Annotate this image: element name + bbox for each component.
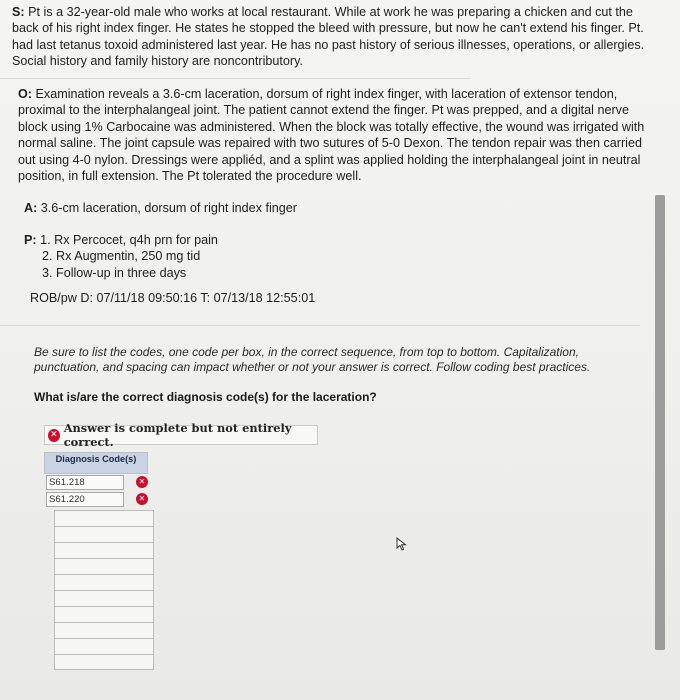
empty-cell	[54, 542, 154, 558]
mouse-cursor-icon	[396, 537, 408, 551]
divider	[0, 325, 640, 326]
empty-cell	[54, 558, 154, 574]
subjective-text: Pt is a 32-year-old male who works at local restaurant. While at work he was preparing a chicken and cut the back of his right index finger. He states he stopped the bleed with pressure, but now he can't extend his finger. Pt. had last tetanus toxoid administered last year. He has no past history of serious illnesses, operations, or allergies. Social history and family history are noncontributory.	[12, 5, 645, 69]
diagnosis-code-column-header: Diagnosis Code(s)	[44, 452, 148, 474]
empty-cell	[54, 622, 154, 638]
empty-cell	[54, 510, 154, 526]
answer-status-banner	[44, 421, 318, 449]
divider	[0, 78, 470, 79]
diagnosis-code-table	[44, 452, 154, 508]
assessment-label: A:	[24, 201, 38, 215]
empty-code-column	[54, 510, 154, 678]
question-prompt: What is/are the correct diagnosis code(s) for the laceration?	[34, 390, 377, 404]
plan-item-2: 2. Rx Augmentin, 250 mg tid	[42, 249, 201, 264]
diagnosis-code-input[interactable]: S61.220	[46, 492, 124, 507]
objective-label: O:	[18, 87, 32, 101]
incorrect-x-icon: ✕	[136, 493, 148, 505]
subjective-label: S:	[12, 5, 25, 19]
answer-status-label: Answer is complete but not entirely correct.	[63, 421, 292, 449]
empty-cell	[54, 526, 154, 542]
plan-item-3: 3. Follow-up in three days	[42, 265, 187, 280]
objective-paragraph	[18, 86, 648, 184]
incorrect-x-icon: ✕	[136, 476, 148, 488]
plan-label: P:	[24, 233, 37, 247]
empty-cell	[54, 638, 154, 654]
subjective-paragraph	[12, 4, 648, 70]
dictation-signature: ROB/pw D: 07/11/18 09:50:16 T: 07/13/18 12:55:01	[30, 291, 316, 305]
assessment-line	[24, 200, 660, 216]
empty-cell	[54, 654, 154, 670]
empty-cell	[54, 574, 154, 590]
empty-cell	[54, 590, 154, 606]
empty-cell	[54, 606, 154, 622]
answer-row	[44, 491, 154, 508]
x-circle-icon: ✕	[48, 429, 60, 442]
objective-text: Examination reveals a 3.6-cm laceration, dorsum of right index finger, with laceration of extensor tendon, proximal to the interphalangeal joint. The patient cannot extend the finger. Pt was prepped, and a digital nerve block using 1% Carbocaine was administered. When the block was totally effective, the wound was irrigated with normal saline. The joint capsule was repaired with two sutures of 5-0 Dexon. The tendon repair was then carried out using 4-0 nylon. Dressings were appliéd, and a splint was applied holding the interphalangeal joint in neutral position, in full extension. The Pt tolerated the procedure well.	[18, 87, 645, 184]
diagnosis-code-input[interactable]: S61.218	[46, 475, 124, 490]
answer-row	[44, 474, 154, 491]
scrollbar[interactable]	[655, 195, 665, 650]
plan-block	[24, 232, 660, 281]
question-instructions: Be sure to list the codes, one code per box, in the correct sequence, from top to bottom. Capitalization, punctuation, and spacing can impact whether or not your answer is correct. Follow coding best practices.	[34, 345, 591, 374]
plan-item-1: 1. Rx Percocet, q4h prn for pain	[40, 233, 218, 247]
assessment-text: 3.6-cm laceration, dorsum of right index finger	[40, 201, 297, 215]
